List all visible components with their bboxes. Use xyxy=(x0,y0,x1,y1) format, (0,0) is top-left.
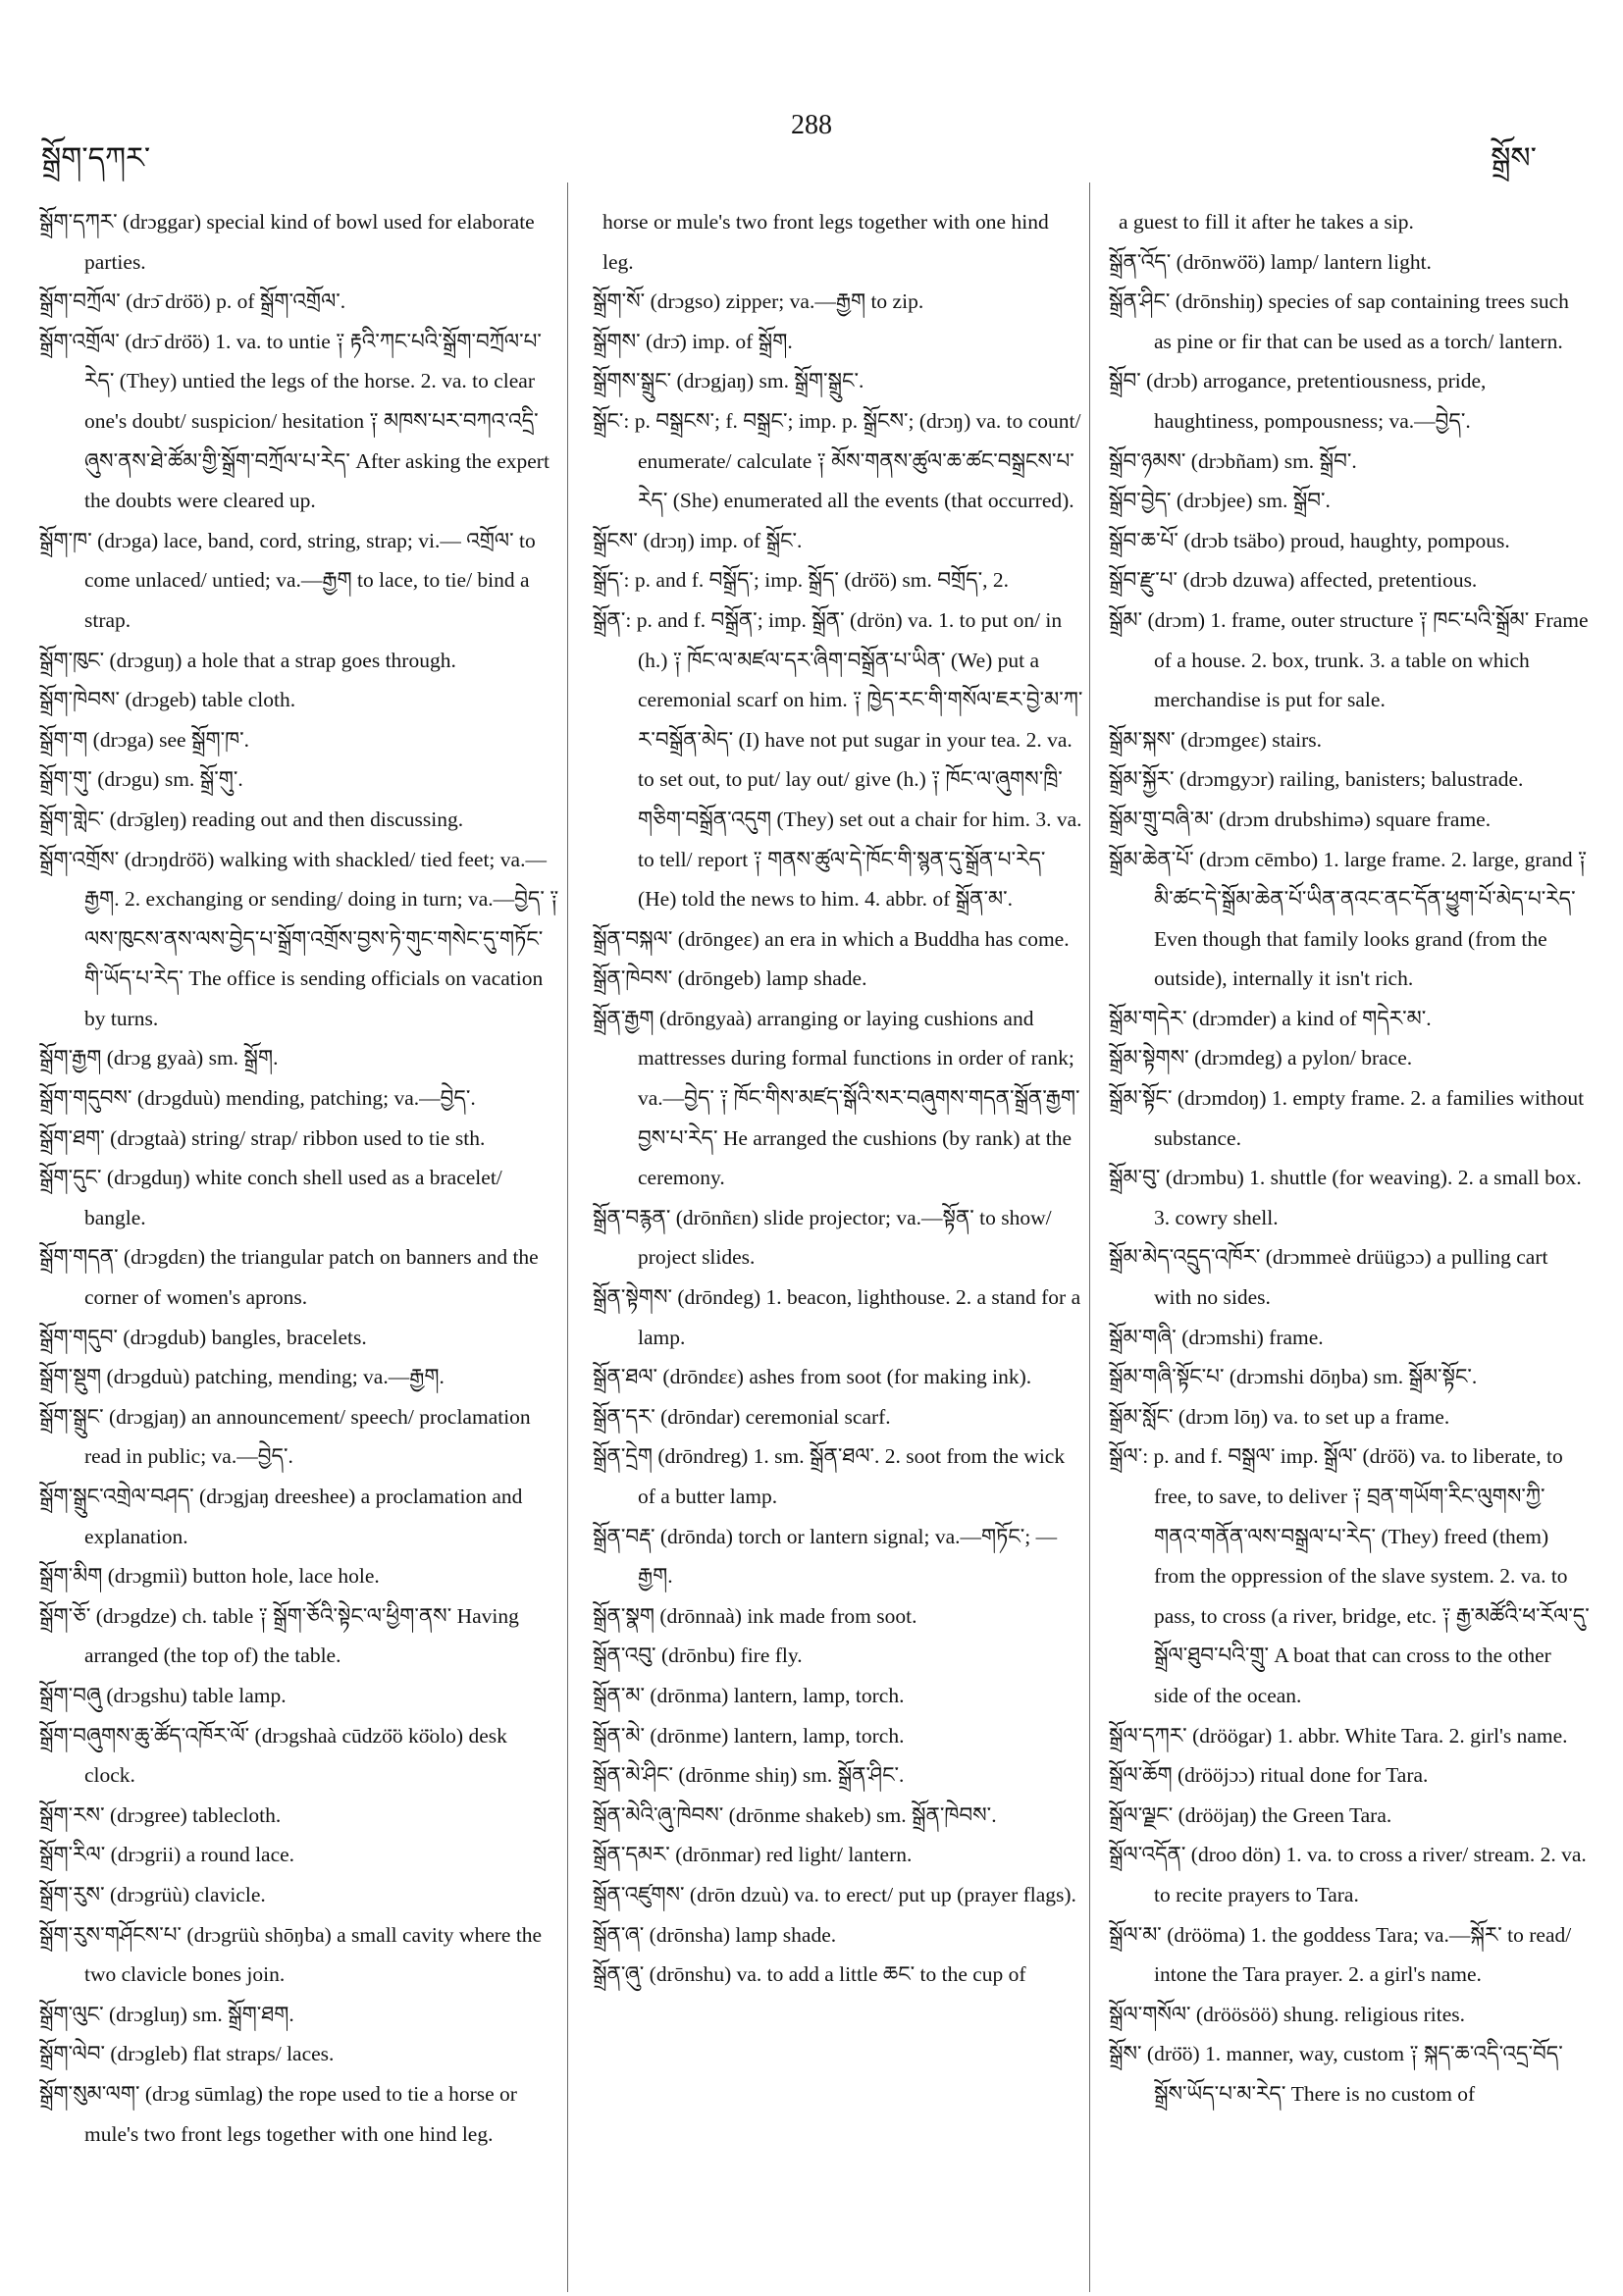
dictionary-entry: སྒྲོམ་སྟེགས་ (drɔmdeg) a pylon/ brace. xyxy=(1109,1046,1413,1070)
dictionary-entry: སྒྲོན་ཞུ་ (drōnshu) va. to add a little ཆང་ to the cup of xyxy=(593,1962,1026,1987)
dictionary-entry: སྒྲོལ་འདོན་ (droo dön) 1. va. to cross a river/ stream. 2. va. to recite prayers to Tara. xyxy=(1109,1843,1587,1906)
dictionary-entry: སྒྲོག་རུས་ (drɔgrüù) clavicle. xyxy=(39,1882,266,1906)
dictionary-entry: སྒྲོག་བཀྲོལ་ (drɔ̄ drö̈ö) p. of སྒྲོག་འགྲོལ་. xyxy=(39,289,346,314)
dictionary-entry: སྒྲོས་ (drö̈ö) 1. manner, way, custom ༑ སྐད་ཆ་འདི་འདྲ་བོད་སྒྲོས་ཡོད་པ་མ་རེད་ There is no custom of xyxy=(1109,2042,1563,2106)
dictionary-entry: སྒྲོམ་སྟོང་ (drɔmdoŋ) 1. empty frame. 2. a families without substance. xyxy=(1109,1086,1585,1150)
page-number: 288 xyxy=(791,110,832,140)
dictionary-entry: སྒྲོབ་བྱེད་ (drɔbjee) sm. སྒྲོབ་. xyxy=(1109,489,1331,513)
dictionary-entry: སྒྲོམ་མེད་འདྲུད་འཁོར་ (drɔmmeè drüügɔɔ) a pulling cart with no sides. xyxy=(1109,1245,1548,1310)
dictionary-entry: སྒྲོག་ལུང་ (drɔgluŋ) sm. སྒྲོག་ཐག. xyxy=(39,2002,294,2026)
dictionary-entry: སྒྲོབ་ཆ་པོ་ (drɔb tsäbo) proud, haughty, pompous. xyxy=(1109,528,1510,552)
dictionary-entry: སྒྲོམ་སྐྱོར་ (drɔmgyɔr) railing, banisters; balustrade. xyxy=(1109,767,1524,792)
dictionary-entry: སྒྲོལ་གསོལ་ (dröösöö) shung. religious rites. xyxy=(1109,2002,1466,2026)
dictionary-entry: སྒྲོག་གདུབས་ (drɔgduù) mending, patching; va.—བྱེད་. xyxy=(39,1086,476,1111)
dictionary-entry: སྒྲོན་འོད་ (drōnwö̈ö) lamp/ lantern light. xyxy=(1109,249,1432,274)
dictionary-entry: སྒྲོག་གདུབ་ (drɔgdub) bangles, bracelets. xyxy=(39,1325,367,1349)
dictionary-entry: སྒྲོག་བཞུགས་ཆུ་ཚོད་འཁོར་ལོ་ (drɔgshaà cūdzö̈ö kö̈olo) desk clock. xyxy=(39,1723,507,1788)
column-1 xyxy=(39,202,559,2154)
dictionary-entry: སྒྲོན་བསྐལ་ (drōngeɛ) an era in which a Buddha has come. xyxy=(593,926,1070,951)
column-divider-left xyxy=(567,183,568,2292)
running-head-left: སྒྲོག་དཀར་ xyxy=(41,142,151,175)
dictionary-entry: སྒྲོལ་ཆོག (drööjɔɔ) ritual done for Tara. xyxy=(1109,1763,1429,1788)
dictionary-entry: སྒྲོག་གུ་ (drɔgu) sm. སྒྲོ་གུ་. xyxy=(39,767,243,792)
dictionary-entry: སྒྲོབ་ཉམས་ (drɔbñam) sm. སྒྲོབ་. xyxy=(1109,448,1357,473)
dictionary-entry: སྒྲོག་བཞུ (drɔgshu) table lamp. xyxy=(39,1683,287,1707)
dictionary-entry: སྒྲོག་སྡུག (drɔgduù) patching, mending; va.—རྒྱག. xyxy=(39,1365,445,1389)
dictionary-entry: སྒྲོག་རྒྱག (drɔg gyaà) sm. སྒྲོག. xyxy=(39,1046,279,1070)
dictionary-entry: སྒྲོད་: p. and f. བསྒྲོད་; imp. སྒྲོད་ (drö̈ö) sm. བགྲོད་, 2. xyxy=(593,568,1010,593)
dictionary-entry: སྒྲོམ་བུ་ (drɔmbu) 1. shuttle (for weaving). 2. a small box. 3. cowry shell. xyxy=(1109,1166,1582,1229)
dictionary-entry: སྒྲོལ་ལྗང་ (drööjaŋ) the Green Tara. xyxy=(1109,1802,1392,1827)
column-2 xyxy=(593,202,1083,1995)
dictionary-entry: སྒྲོག་ལེབ་ (drɔgleb) flat straps/ laces. xyxy=(39,2042,335,2066)
dictionary-entry: སྒྲོག་ཁེབས་ (drɔgeb) table cloth. xyxy=(39,688,296,712)
dictionary-entry: སྒྲོམ་གཞི་ (drɔmshi) frame. xyxy=(1109,1325,1324,1349)
dictionary-entry: སྒྲོན་ཐལ་ (drōndɛɛ) ashes from soot (for making ink). xyxy=(593,1365,1032,1389)
dictionary-entry: སྒྲོན་སྟེགས་ (drōndeg) 1. beacon, lighthouse. 2. a stand for a lamp. xyxy=(593,1285,1081,1349)
dictionary-entry: སྒྲོག་ཅོ་ (drɔgdze) ch. table ༑ སྒྲོག་ཅོའི་སྟེང་ལ་ཕྱིག་ནས་ Having arranged (the top of) the table. xyxy=(39,1603,519,1668)
dictionary-entry: སྒྲོན་མེའི་ཞུ་ཁེབས་ (drōnme shakeb) sm. སྒྲོན་ཁེབས་. xyxy=(593,1802,997,1827)
dictionary-entry: སྒྲོན་འཛུགས་ (drōn dzuù) va. to erect/ put up (prayer flags). xyxy=(593,1882,1076,1906)
dictionary-entry: སྒྲོག་རིལ་ (drɔgrii) a round lace. xyxy=(39,1843,295,1867)
dictionary-entry: སྒྲོན་: p. and f. བསྒྲོན་; imp. སྒྲོན་ (drön) va. 1. to put on/ in (h.) ༑ ཁོང་ལ་མཛལ་དར་ཞིག་བསྒྲོན་པ་ཡིན་ (We) put a ceremonial scarf on him. ༑ ཁྱེད་རང་གི་གསོལ་ཇར་བྱེ་མ་ཀ་ར་བསྒྲོན་མེད་ (I) have not put sugar in your tea. 2. va. to set out, to put/ lay out/ give (h.) ༑ ཁོང་ལ་ཞུགས་ཁྲི་གཅིག་བསྒྲོན་འདུག (They) set out a chair for him. 3. va. to tell/ report ༑ གནས་ཚུལ་དེ་ཁོང་གི་སྙན་དུ་སྒྲོན་པ་རེད་ (He) told the news to him. 4. abbr. of སྒྲོན་མ་. xyxy=(593,607,1083,912)
dictionary-entry: སྒྲོན་ཞ་ (drōnsha) lamp shade. xyxy=(593,1922,837,1947)
dictionary-entry: སྒྲོག་དཀར་ (drɔggar) special kind of bowl used for elaborate parties. xyxy=(39,210,535,274)
dictionary-entry: སྒྲོན་སྣག (drōnnaà) ink made from soot. xyxy=(593,1603,917,1628)
dictionary-entry: སྒྲོལ་: p. and f. བསྒྲལ་ imp. སྒྲོལ་ (drö̈ö) va. to liberate, to free, to save, to deliver ༑ བྲན་གཡོག་རིང་ལུགས་ཀྱི་གནའ་གནོན་ལས་བསྒྲལ་པ་རེད་ (They) freed (them) from the oppression of the slave system. 2. va. to pass, to cross (a river, bridge, etc. ༑ རྒྱ་མཚོའི་ཕ་རོལ་དུ་སྒྲོལ་ཐུབ་པའི་གྲུ་ A boat that can cross to the other side of the ocean. xyxy=(1109,1444,1590,1707)
dictionary-entry: སྒྲོན་ཤིང་ (drōnshiŋ) species of sap containing trees such as pine or fir that can be used as a torch/ lantern. xyxy=(1109,289,1569,353)
dictionary-entry: སྒྲོག་ཁ་ (drɔga) lace, band, cord, string, strap; vi.— འགྲོལ་ to come unlaced/ untied; va.—རྒྱག to lace, to tie/ bind a strap. xyxy=(39,528,536,632)
dictionary-entry: སྒྲོག་གདན་ (drɔgdɛn) the triangular patch on banners and the corner of women's aprons. xyxy=(39,1245,539,1310)
dictionary-entry: སྒྲོམ་སློང་ (drɔm lōŋ) va. to set up a frame. xyxy=(1109,1404,1450,1429)
dictionary-entry: སྒྲོག་ཐག་ (drɔgtaà) string/ strap/ ribbon used to tie sth. xyxy=(39,1125,486,1150)
dictionary-entry: སྒྲོག་གླེང་ (drɔ̄gleŋ) reading out and then discussing. xyxy=(39,807,464,831)
dictionary-entry: སྒྲོན་རྒྱག (drōngyaà) arranging or laying cushions and mattresses during formal functions in order of rank; va.—བྱེད་ ༑ ཁོང་གིས་མཛད་སྒོའི་སར་བཞུགས་གདན་སྒྲོན་རྒྱག་བྱས་པ་རེད་ He arranged the cushions (by rank) at the ceremony. xyxy=(593,1006,1080,1190)
dictionary-entry: སྒྲོབ་རྫུ་པ་ (drɔb dzuwa) affected, pretentious. xyxy=(1109,568,1478,593)
dictionary-entry: སྒྲོན་དམར་ (drōnmar) red light/ lantern. xyxy=(593,1843,913,1867)
dictionary-entry: སྒྲོན་འབུ་ (drōnbu) fire fly. xyxy=(593,1644,803,1668)
dictionary-entry: སྒྲོངས་ (drɔŋ) imp. of སྒྲོང་. xyxy=(593,528,803,552)
dictionary-entry: སྒྲོན་བརྙན་ (drōnñɛn) slide projector; va.—སྟོན་ to show/ project slides. xyxy=(593,1205,1052,1270)
dictionary-entry: སྒྲོམ་གཞི་སྟོང་པ་ (drɔmshi dōŋba) sm. སྒྲོམ་སྟོང་. xyxy=(1109,1365,1478,1389)
dictionary-entry: སྒྲོམ་གྲུ་བཞི་མ་ (drɔm drubshimə) square frame. xyxy=(1109,807,1492,831)
dictionary-entry: སྒྲོང་: p. བསྒྲངས་; f. བསྒྲང་; imp. p. སྒྲོངས་; (drɔŋ) va. to count/ enumerate/ calculate ༑ མོས་གནས་ཚུལ་ཆ་ཚང་བསྒྲངས་པ་རེད་ (She) enumerated all the events (that occurred). xyxy=(593,408,1081,513)
dictionary-entry: སྒྲོམ་སྐས་ (drɔmgeɛ) stairs. xyxy=(1109,727,1322,752)
dictionary-entry: སྒྲོན་ཁེབས་ (drōngeb) lamp shade. xyxy=(593,966,867,991)
running-head-right: སྒྲོས་ xyxy=(1491,142,1537,175)
dictionary-entry: སྒྲོན་དྲེག (drōndreg) 1. sm. སྒྲོན་ཐལ་. 2. soot from the wick of a butter lamp. xyxy=(593,1444,1066,1508)
column-divider-right xyxy=(1089,183,1090,2292)
dictionary-entry: སྒྲོག་འགྲོས་ (drɔŋdrö̈ö) walking with shackled/ tied feet; va.—རྒྱག. 2. exchanging or sending/ doing in turn; va.—བྱེད་ ༑ ལས་ཁུངས་ནས་ལས་བྱེད་པ་སྒྲོག་འགྲོས་བྱས་ཏེ་གུང་གསེང་དུ་གཏོང་གི་ཡོད་པ་རེད་ The office is sending officials on vacation by turns. xyxy=(39,847,559,1030)
dictionary-entry: སྒྲོམ་ (drɔm) 1. frame, outer structure ༑ ཁང་པའི་སྒྲོམ་ Frame of a house. 2. box, trunk. 3. a table on which merchandise is put for sale. xyxy=(1109,607,1589,712)
dictionary-entry: སྒྲོགས་ (drɔ̄) imp. of སྒྲོག. xyxy=(593,329,793,353)
dictionary-entry: སྒྲོག་མིག (drɔgmiì) button hole, lace hole. xyxy=(39,1564,380,1589)
dictionary-entry: སྒྲོག་སྒྲུང་ (drɔgjaŋ) an announcement/ speech/ proclamation read in public; va.—བྱེད་. xyxy=(39,1404,531,1469)
column-3 xyxy=(1109,202,1590,2114)
dictionary-entry: སྒྲོག་ཁུང་ (drɔguŋ) a hole that a strap goes through. xyxy=(39,648,456,672)
dictionary-entry: སྒྲོམ་ཆེན་པོ་ (drɔm cēmbo) 1. large frame. 2. large, grand ༑ མི་ཚང་དེ་སྒྲོམ་ཆེན་པོ་ཡིན་ནའང་ནང་དོན་ཕྱུག་པོ་མེད་པ་རེད་ Even though that family looks grand (from the outside), internally it isn't rich. xyxy=(1109,847,1588,991)
dictionary-entry: སྒྲོག་སྒྲུང་འགྲེལ་བཤད་ (drɔgjaŋ dreeshee) a proclamation and explanation. xyxy=(39,1485,523,1548)
dictionary-entry: སྒྲོལ་དཀར་ (dröögar) 1. abbr. White Tara. 2. girl's name. xyxy=(1109,1723,1568,1748)
dictionary-entry: སྒྲོན་མ་ (drōnma) lantern, lamp, torch. xyxy=(593,1683,905,1707)
dictionary-entry: སྒྲོག་དུང་ (drɔgduŋ) white conch shell used as a bracelet/ bangle. xyxy=(39,1166,502,1229)
dictionary-entry: སྒྲོག་སུམ་ལག་ (drɔg sūmlag) the rope used to tie a horse or mule's two front legs together with one hind leg. xyxy=(39,2081,517,2146)
dictionary-entry: སྒྲོན་མེ་ཤིང་ (drōnme shiŋ) sm. སྒྲོན་ཤིང་. xyxy=(593,1763,905,1788)
dictionary-entry: སྒྲོག་ག (drɔga) see སྒྲོག་ཁ་. xyxy=(39,727,250,752)
dictionary-entry: སྒྲོག་རས་ (drɔgree) tablecloth. xyxy=(39,1802,282,1827)
dictionary-entry: སྒྲོབ་ (drɔb) arrogance, pretentiousness, pride, haughtiness, pompousness; va.—བྱེད་. xyxy=(1109,369,1487,433)
dictionary-entry: སྒྲོན་དར་ (drōndar) ceremonial scarf. xyxy=(593,1404,891,1429)
entry-continuation: horse or mule's two front legs together with one hind leg. xyxy=(602,210,1049,274)
dictionary-entry: སྒྲོག་སོ་ (drɔgso) zipper; va.—རྒྱག to zip. xyxy=(593,289,924,314)
dictionary-entry: སྒྲོག་འགྲོལ་ (drɔ̄ drö̈ö) 1. va. to untie ༑ རྟའི་ཀང་པའི་སྒྲོག་བཀྲོལ་པ་རེད་ (They) untied the legs of the horse. 2. va. to clear one's doubt/ suspicion/ hesitation ༑ མཁས་པར་བཀའ་འདྲི་ཞུས་ནས་ཐེ་ཚོམ་གྱི་སྒྲོག་བཀྲོལ་པ་རེད་ After asking the expert the doubts were cleared up. xyxy=(39,329,550,513)
dictionary-entry: སྒྲོམ་གདེར་ (drɔmder) a kind of གདེར་མ་. xyxy=(1109,1006,1432,1030)
dictionary-entry: སྒྲོན་བརྡ་ (drōnda) torch or lantern signal; va.—གཏོང་; —རྒྱག. xyxy=(593,1524,1058,1589)
entry-continuation: a guest to fill it after he takes a sip. xyxy=(1119,210,1414,234)
dictionary-entry: སྒྲོགས་སྒྲུང་ (drɔgjaŋ) sm. སྒྲོག་སྒྲུང་. xyxy=(593,369,864,393)
dictionary-entry: སྒྲོག་རུས་གཤོངས་པ་ (drɔgrüù shōŋba) a small cavity where the two clavicle bones join. xyxy=(39,1922,543,1987)
dictionary-entry: སྒྲོལ་མ་ (drööma) 1. the goddess Tara; va.—སྐོར་ to read/ intone the Tara prayer. 2. a girl's name. xyxy=(1109,1922,1572,1987)
dictionary-entry: སྒྲོན་མེ་ (drōnme) lantern, lamp, torch. xyxy=(593,1723,905,1748)
